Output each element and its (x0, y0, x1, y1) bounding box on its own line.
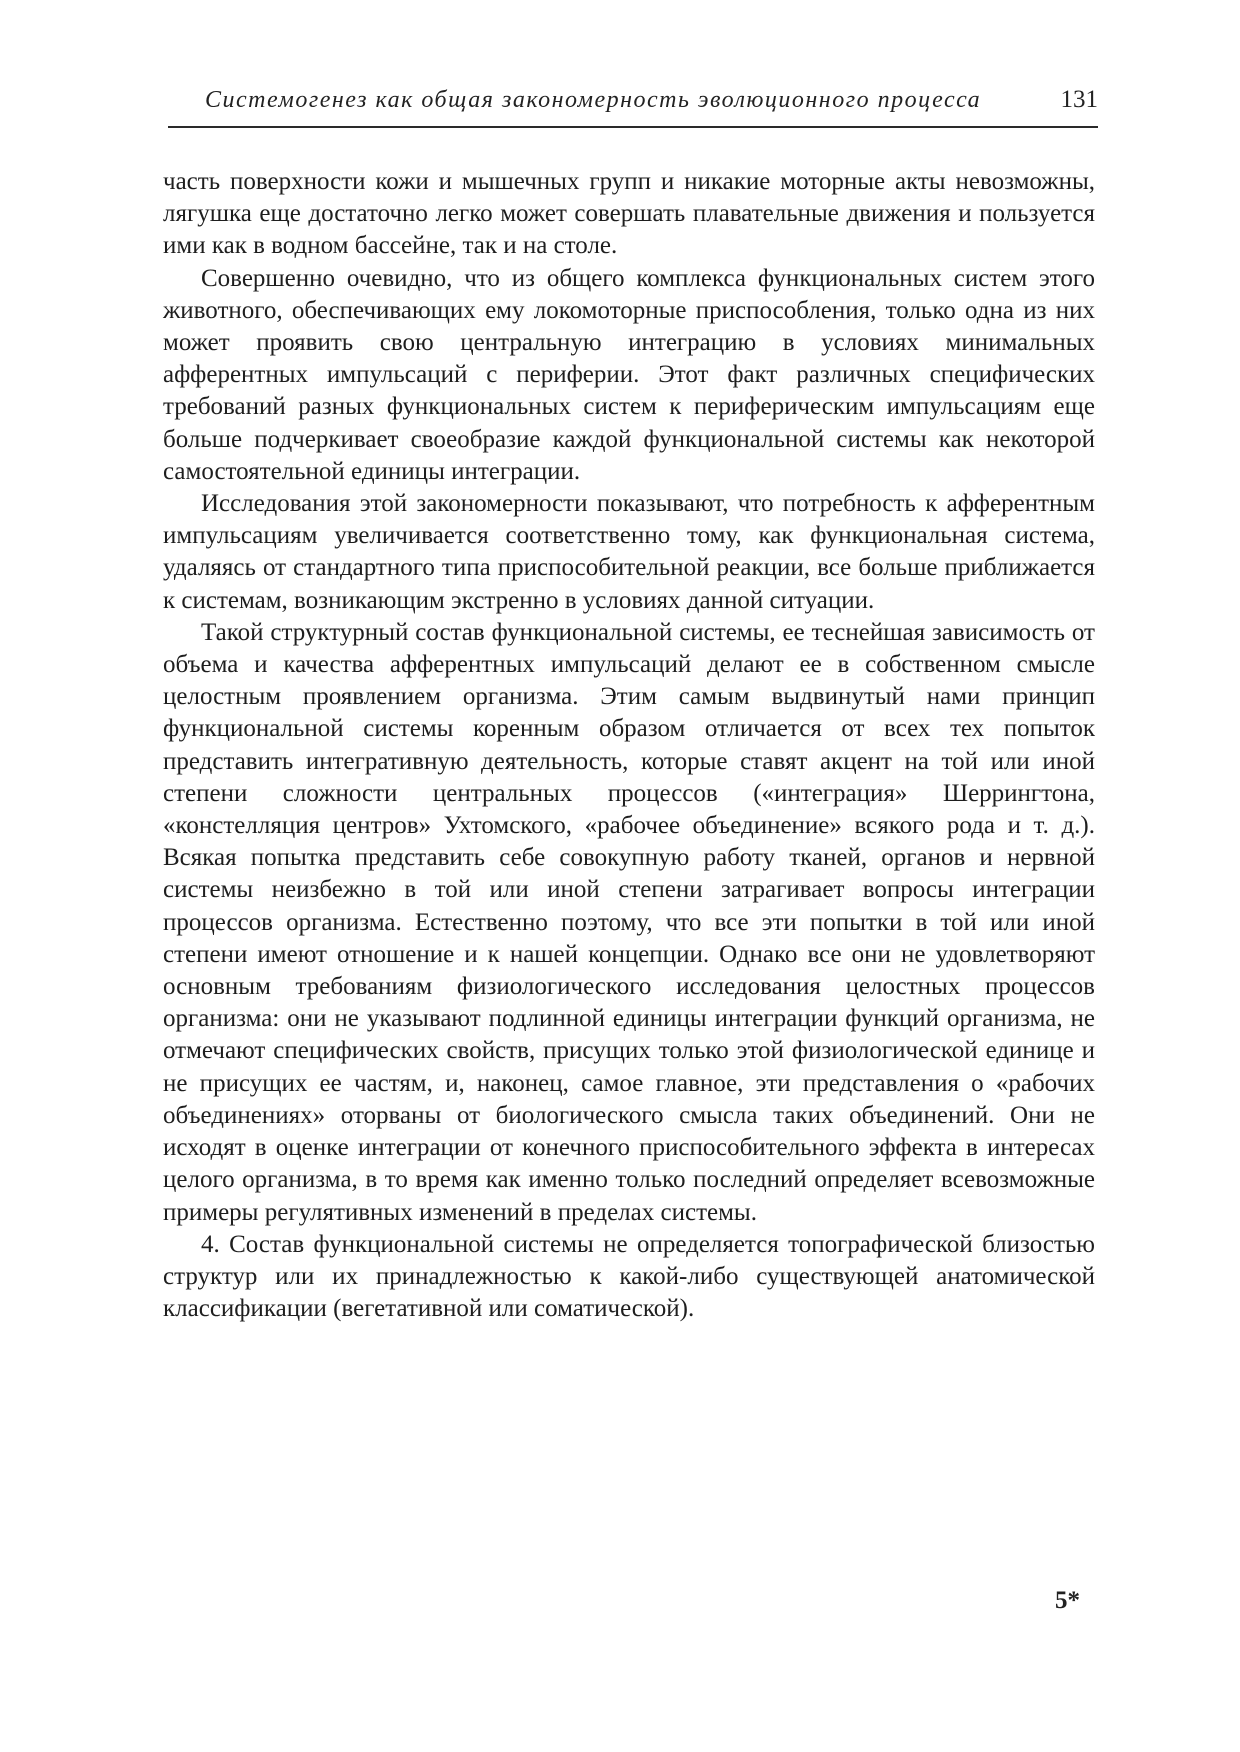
paragraph: Совершенно очевидно, что из общего комплекса функциональных систем этого животного, обеспечивающих ему локомоторные приспособления, только одна из них может проявить свою центральную интеграцию в условиях минимальных афферентных импульсаций с периферии. Этот факт различных специфических требований разных функциональных систем к периферическим импульсациям еще больше подчеркивает своеобразие каждой функциональной системы как некоторой самостоятельной единицы интеграции. (163, 264, 1095, 485)
header-rule (168, 126, 1098, 128)
paragraph: Исследования этой закономерности показывают, что потребность к афферентным импульсациям увеличивается соответственно тому, как функциональная система, удаляясь от стандартного типа приспособительной реакции, все больше приближается к системам, возникающим экстренно в условиях данной ситуации. (163, 490, 1095, 614)
paragraph-continued: часть поверхности кожи и мышечных групп и никакие моторные акты невозможны, лягушка еще достаточно легко может совершать плавательные движения и пользуется ими как в водном бассейне, так и на столе. (163, 168, 1095, 260)
running-head (205, 86, 1098, 126)
body-text (163, 166, 1095, 1325)
paragraph: Такой структурный состав функциональной системы, ее теснейшая зависимость от объема и качества афферентных импульсаций делают ее в собственном смысле целостным проявлением организма. Этим самым выдвинутый нами принцип функциональной системы коренным образом отличается от всех тех попыток представить интегративную деятельность, которые ставят акцент на той или иной степени сложности центральных процессов («интеграция» Шеррингтона, «констелляция центров» Ухтомского, «рабочее объединение» всякого рода и т. д.). Всякая попытка представить себе совокупную работу тканей, органов и нервной системы неизбежно в той или иной степени затрагивает вопросы интеграции процессов организма. Естественно поэтому, что все эти попытки в той или иной степени имеют отношение и к нашей концепции. Однако все они не удовлетворяют основным требованиям физиологического исследования целостных процессов организма: они не указывают подлинной единицы интеграции функций организма, не отмечают специфических свойств, присущих только этой физиологической единице и не присущих ее частям, и, наконец, самое главное, эти представления о «рабочих объединениях» оторваны от биологического смысла таких объединений. Они не исходят в оценке интеграции от конечного приспособительного эффекта в интересах целого организма, в то время как именно только последний определяет всевозможные примеры регулятивных изменений в пределах системы. (163, 618, 1095, 1226)
page-number: 131 (1060, 86, 1098, 113)
running-head-title: Системогенез как общая закономерность эволюционного процесса (205, 87, 982, 113)
paragraph-numbered-point-4: 4. Состав функциональной системы не определяется топографической близостью структур или их принадлежностью к какой-либо существующей анатомической классификации (вегетативной или соматической). (163, 1230, 1095, 1323)
signature-mark: 5* (1055, 1587, 1080, 1614)
